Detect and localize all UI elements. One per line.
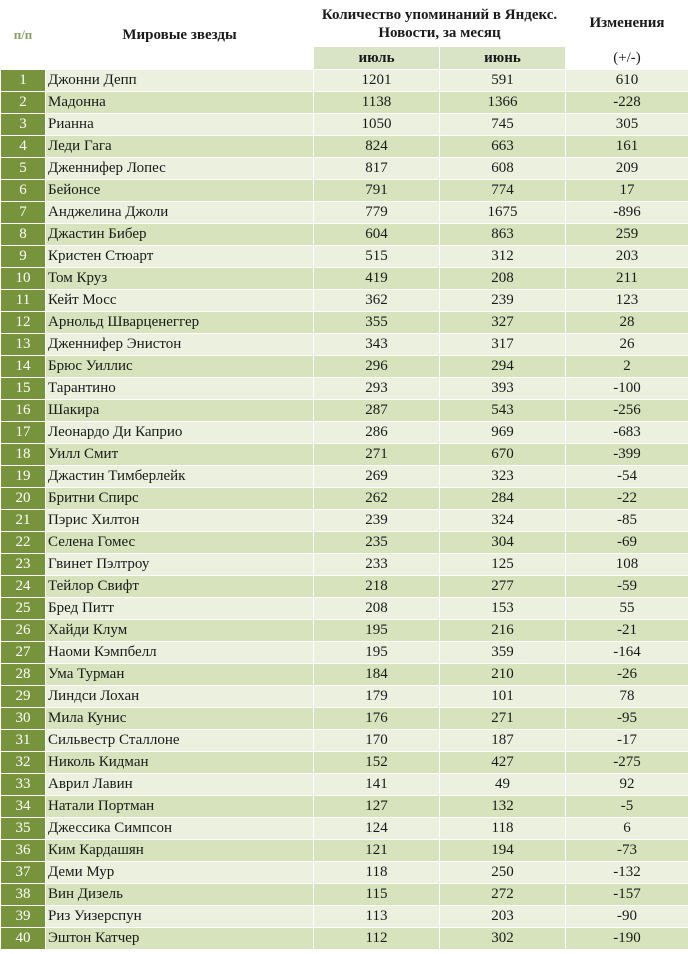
celebrity-name: Анджелина Джоли <box>46 202 314 224</box>
july-mentions: 115 <box>314 884 440 906</box>
june-mentions: 208 <box>440 268 566 290</box>
mentions-change: -275 <box>566 752 688 774</box>
mentions-change: -157 <box>566 884 688 906</box>
mentions-change: 78 <box>566 686 688 708</box>
row-number: 22 <box>1 532 46 554</box>
july-mentions: 604 <box>314 224 440 246</box>
table-row <box>1 906 688 928</box>
row-number: 13 <box>1 334 46 356</box>
celebrity-name: Эштон Катчер <box>46 928 314 950</box>
july-mentions: 170 <box>314 730 440 752</box>
june-mentions: 774 <box>440 180 566 202</box>
mentions-change: -190 <box>566 928 688 950</box>
row-number: 15 <box>1 378 46 400</box>
table-row <box>1 312 688 334</box>
june-mentions: 101 <box>440 686 566 708</box>
celebrity-name: Мадонна <box>46 92 314 114</box>
june-mentions: 239 <box>440 290 566 312</box>
row-number: 12 <box>1 312 46 334</box>
june-mentions: 1675 <box>440 202 566 224</box>
celebrity-name: Джастин Бибер <box>46 224 314 246</box>
july-mentions: 121 <box>314 840 440 862</box>
table-body <box>1 70 688 950</box>
june-mentions: 49 <box>440 774 566 796</box>
celebrity-name: Ума Турман <box>46 664 314 686</box>
june-mentions: 284 <box>440 488 566 510</box>
june-mentions: 153 <box>440 598 566 620</box>
june-mentions: 317 <box>440 334 566 356</box>
july-mentions: 824 <box>314 136 440 158</box>
celebrity-name: Джессика Симпсон <box>46 818 314 840</box>
row-number: 18 <box>1 444 46 466</box>
june-mentions: 745 <box>440 114 566 136</box>
june-mentions: 312 <box>440 246 566 268</box>
july-mentions: 233 <box>314 554 440 576</box>
mentions-change: 26 <box>566 334 688 356</box>
mentions-change: 6 <box>566 818 688 840</box>
celebrity-name: Брюс Уиллис <box>46 356 314 378</box>
july-mentions: 817 <box>314 158 440 180</box>
june-mentions: 324 <box>440 510 566 532</box>
mentions-change: -399 <box>566 444 688 466</box>
celebrity-name: Леонардо Ди Каприо <box>46 422 314 444</box>
july-mentions: 208 <box>314 598 440 620</box>
row-number: 34 <box>1 796 46 818</box>
row-number: 27 <box>1 642 46 664</box>
june-mentions: 187 <box>440 730 566 752</box>
table-row <box>1 708 688 730</box>
celebrity-name: Вин Дизель <box>46 884 314 906</box>
june-mentions: 194 <box>440 840 566 862</box>
july-mentions: 343 <box>314 334 440 356</box>
july-mentions: 419 <box>314 268 440 290</box>
table-row <box>1 928 688 950</box>
row-number: 31 <box>1 730 46 752</box>
mentions-change: -22 <box>566 488 688 510</box>
table-row <box>1 136 688 158</box>
celebrity-name: Дженнифер Лопес <box>46 158 314 180</box>
june-mentions: 591 <box>440 70 566 92</box>
row-number: 21 <box>1 510 46 532</box>
celebrity-name: Дженнифер Энистон <box>46 334 314 356</box>
row-number: 37 <box>1 862 46 884</box>
row-number: 20 <box>1 488 46 510</box>
row-number: 16 <box>1 400 46 422</box>
celebrity-name: Николь Кидман <box>46 752 314 774</box>
row-number: 36 <box>1 840 46 862</box>
row-number: 32 <box>1 752 46 774</box>
mentions-change: 305 <box>566 114 688 136</box>
mentions-change: -54 <box>566 466 688 488</box>
july-mentions: 235 <box>314 532 440 554</box>
celebrity-name: Мила Кунис <box>46 708 314 730</box>
table-row <box>1 752 688 774</box>
june-mentions: 969 <box>440 422 566 444</box>
table-row <box>1 180 688 202</box>
june-mentions: 294 <box>440 356 566 378</box>
row-number: 2 <box>1 92 46 114</box>
june-mentions: 863 <box>440 224 566 246</box>
celebrity-name: Линдси Лохан <box>46 686 314 708</box>
celebrity-name: Леди Гага <box>46 136 314 158</box>
row-number: 11 <box>1 290 46 312</box>
header-number: п/п <box>1 1 46 70</box>
mentions-change: 17 <box>566 180 688 202</box>
june-mentions: 216 <box>440 620 566 642</box>
june-mentions: 277 <box>440 576 566 598</box>
june-mentions: 132 <box>440 796 566 818</box>
mentions-change: 123 <box>566 290 688 312</box>
table-row <box>1 664 688 686</box>
mentions-change: -228 <box>566 92 688 114</box>
header-stars: Мировые звезды <box>46 1 314 70</box>
mentions-change: 161 <box>566 136 688 158</box>
celebrity-name: Селена Гомес <box>46 532 314 554</box>
mentions-change: -95 <box>566 708 688 730</box>
table-row <box>1 444 688 466</box>
row-number: 24 <box>1 576 46 598</box>
july-mentions: 239 <box>314 510 440 532</box>
mentions-change: -17 <box>566 730 688 752</box>
june-mentions: 272 <box>440 884 566 906</box>
mentions-change: -90 <box>566 906 688 928</box>
table-row <box>1 510 688 532</box>
mentions-change: -85 <box>566 510 688 532</box>
row-number: 29 <box>1 686 46 708</box>
table-row <box>1 334 688 356</box>
row-number: 8 <box>1 224 46 246</box>
celebrity-name: Тейлор Свифт <box>46 576 314 598</box>
mentions-change: 92 <box>566 774 688 796</box>
celebrity-name: Кейт Мосс <box>46 290 314 312</box>
table-row <box>1 686 688 708</box>
celebrity-name: Тарантино <box>46 378 314 400</box>
july-mentions: 195 <box>314 620 440 642</box>
july-mentions: 286 <box>314 422 440 444</box>
row-number: 26 <box>1 620 46 642</box>
table-row <box>1 488 688 510</box>
mentions-change: 108 <box>566 554 688 576</box>
july-mentions: 262 <box>314 488 440 510</box>
celebrity-name: Ким Кардашян <box>46 840 314 862</box>
june-mentions: 427 <box>440 752 566 774</box>
mentions-change: -100 <box>566 378 688 400</box>
row-number: 28 <box>1 664 46 686</box>
table-row <box>1 158 688 180</box>
mentions-change: -26 <box>566 664 688 686</box>
table-row <box>1 840 688 862</box>
july-mentions: 791 <box>314 180 440 202</box>
table-row <box>1 642 688 664</box>
july-mentions: 124 <box>314 818 440 840</box>
table-row <box>1 290 688 312</box>
june-mentions: 359 <box>440 642 566 664</box>
celebrity-name: Бритни Спирс <box>46 488 314 510</box>
table-row <box>1 422 688 444</box>
table-row <box>1 114 688 136</box>
mentions-change: -164 <box>566 642 688 664</box>
mentions-change: 209 <box>566 158 688 180</box>
table-row <box>1 730 688 752</box>
table-row <box>1 224 688 246</box>
july-mentions: 515 <box>314 246 440 268</box>
june-mentions: 1366 <box>440 92 566 114</box>
mentions-change: -59 <box>566 576 688 598</box>
june-mentions: 304 <box>440 532 566 554</box>
june-mentions: 663 <box>440 136 566 158</box>
row-number: 14 <box>1 356 46 378</box>
row-number: 33 <box>1 774 46 796</box>
mentions-change: -21 <box>566 620 688 642</box>
row-number: 5 <box>1 158 46 180</box>
july-mentions: 152 <box>314 752 440 774</box>
row-number: 3 <box>1 114 46 136</box>
celebrity-name: Рианна <box>46 114 314 136</box>
row-number: 38 <box>1 884 46 906</box>
june-mentions: 670 <box>440 444 566 466</box>
july-mentions: 293 <box>314 378 440 400</box>
mentions-change: 2 <box>566 356 688 378</box>
july-mentions: 1050 <box>314 114 440 136</box>
june-mentions: 118 <box>440 818 566 840</box>
july-mentions: 112 <box>314 928 440 950</box>
celebrity-name: Сильвестр Сталлоне <box>46 730 314 752</box>
july-mentions: 355 <box>314 312 440 334</box>
row-number: 30 <box>1 708 46 730</box>
table-row <box>1 466 688 488</box>
july-mentions: 1138 <box>314 92 440 114</box>
june-mentions: 608 <box>440 158 566 180</box>
celebrity-name: Хайди Клум <box>46 620 314 642</box>
june-mentions: 125 <box>440 554 566 576</box>
header-july: июль <box>314 47 440 70</box>
july-mentions: 176 <box>314 708 440 730</box>
july-mentions: 127 <box>314 796 440 818</box>
row-number: 7 <box>1 202 46 224</box>
table-row <box>1 620 688 642</box>
mentions-change: -132 <box>566 862 688 884</box>
mentions-change: 28 <box>566 312 688 334</box>
celebrity-name: Риз Уизерспун <box>46 906 314 928</box>
mentions-change: -73 <box>566 840 688 862</box>
june-mentions: 203 <box>440 906 566 928</box>
celebrity-name: Джонни Депп <box>46 70 314 92</box>
mentions-change: 211 <box>566 268 688 290</box>
header-june: июнь <box>440 47 566 70</box>
july-mentions: 287 <box>314 400 440 422</box>
row-number: 40 <box>1 928 46 950</box>
mentions-change: -256 <box>566 400 688 422</box>
july-mentions: 296 <box>314 356 440 378</box>
june-mentions: 543 <box>440 400 566 422</box>
table-row <box>1 70 688 92</box>
table-row <box>1 400 688 422</box>
june-mentions: 210 <box>440 664 566 686</box>
celebrity-name: Бейонсе <box>46 180 314 202</box>
row-number: 25 <box>1 598 46 620</box>
mentions-change: -683 <box>566 422 688 444</box>
july-mentions: 779 <box>314 202 440 224</box>
july-mentions: 271 <box>314 444 440 466</box>
celebrity-name: Деми Мур <box>46 862 314 884</box>
july-mentions: 113 <box>314 906 440 928</box>
table-row <box>1 92 688 114</box>
june-mentions: 302 <box>440 928 566 950</box>
row-number: 4 <box>1 136 46 158</box>
july-mentions: 195 <box>314 642 440 664</box>
celebrity-name: Джастин Тимберлейк <box>46 466 314 488</box>
table-row <box>1 356 688 378</box>
row-number: 6 <box>1 180 46 202</box>
row-number: 9 <box>1 246 46 268</box>
row-number: 10 <box>1 268 46 290</box>
header-mentions-count: Количество упоминаний в Яндекс. Новости, за месяц <box>314 1 566 47</box>
july-mentions: 118 <box>314 862 440 884</box>
table-row <box>1 532 688 554</box>
table-row <box>1 796 688 818</box>
celebrity-name: Шакира <box>46 400 314 422</box>
celebrity-name: Пэрис Хилтон <box>46 510 314 532</box>
table-row <box>1 378 688 400</box>
celebrity-name: Уилл Смит <box>46 444 314 466</box>
july-mentions: 1201 <box>314 70 440 92</box>
mentions-change: 259 <box>566 224 688 246</box>
july-mentions: 269 <box>314 466 440 488</box>
june-mentions: 327 <box>440 312 566 334</box>
celebrity-name: Натали Портман <box>46 796 314 818</box>
table-row <box>1 818 688 840</box>
table-row <box>1 862 688 884</box>
header-change: Изменения <box>566 1 688 47</box>
row-number: 23 <box>1 554 46 576</box>
june-mentions: 271 <box>440 708 566 730</box>
header-change-sign: (+/-) <box>566 47 688 70</box>
mentions-change: 610 <box>566 70 688 92</box>
july-mentions: 179 <box>314 686 440 708</box>
table-row <box>1 774 688 796</box>
july-mentions: 184 <box>314 664 440 686</box>
mentions-change: 203 <box>566 246 688 268</box>
mentions-change: -5 <box>566 796 688 818</box>
table-row <box>1 554 688 576</box>
june-mentions: 393 <box>440 378 566 400</box>
celebrity-name: Кристен Стюарт <box>46 246 314 268</box>
table-row <box>1 576 688 598</box>
row-number: 19 <box>1 466 46 488</box>
celebrity-name: Том Круз <box>46 268 314 290</box>
july-mentions: 141 <box>314 774 440 796</box>
table-row <box>1 884 688 906</box>
june-mentions: 250 <box>440 862 566 884</box>
row-number: 1 <box>1 70 46 92</box>
mentions-change: -69 <box>566 532 688 554</box>
row-number: 39 <box>1 906 46 928</box>
june-mentions: 323 <box>440 466 566 488</box>
july-mentions: 362 <box>314 290 440 312</box>
july-mentions: 218 <box>314 576 440 598</box>
row-number: 17 <box>1 422 46 444</box>
table-row <box>1 598 688 620</box>
celebrity-name: Бред Питт <box>46 598 314 620</box>
mentions-change: -896 <box>566 202 688 224</box>
celebrity-name: Аврил Лавин <box>46 774 314 796</box>
celebrity-name: Арнольд Шварценеггер <box>46 312 314 334</box>
mentions-change: 55 <box>566 598 688 620</box>
celebrity-name: Наоми Кэмпбелл <box>46 642 314 664</box>
table-row <box>1 246 688 268</box>
row-number: 35 <box>1 818 46 840</box>
table-row <box>1 268 688 290</box>
celebrity-name: Гвинет Пэлтроу <box>46 554 314 576</box>
table-row <box>1 202 688 224</box>
